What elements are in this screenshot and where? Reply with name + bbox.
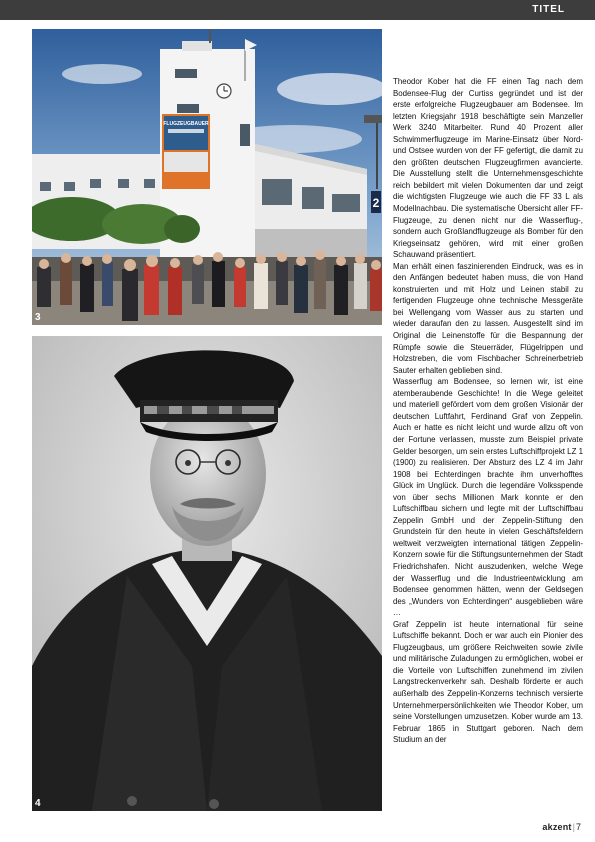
photo-number: 3	[35, 312, 41, 323]
article-paragraph: Graf Zeppelin ist heute international für seine Luftschiffe bekannt. Doch er war auch ein Pionier des Flugzeugbaus, um größere Reichweiten sowie zivile und militärische Zuladungen zu ermöglichen, wobei er die Vorteile von Luftschiffen zunehmend im zivilen Langstreckenverkehr sah. Deshalb förderte er auch außerhalb des Zeppelin-Konzerns technisch versierte Unternehmerpersönlichkeiten wie Theodor Kober, um seine Vorstellungen umzusetzen. Kober wurde am 13. Februar 1865 in Stuttgart geboren. Nach dem Studium an der	[393, 619, 583, 745]
section-label: TITEL	[532, 4, 565, 15]
page-number: 7	[575, 822, 581, 832]
article-paragraph: Theodor Kober hat die FF einen Tag nach dem Bodensee-Flug der Curtiss gegründet und ist der erste erfolgreiche Flugzeugbauer am Bodensee. Im letzten Kriegsjahr 1918 beschäftigte sein Manzeller Werk 3240 Mitarbeiter. Rund 40 Prozent aller Schwimmerflugzeuge im Marine-Einsatz über Nord- und Ostsee wurden von der FF gefertigt, die damit zu den größten deutschen Flugzeugfirmen avancierte. Die Ausstellung stellt die Unternehmensgeschichte reich bebildert mit vielen Dokumenten dar und zeigt die wichtigsten Flugzeuge wie auch die FF 33 L als Modellnachbau. Die systematische Übersicht aller FF-Flugzeuge, zu denen nicht nur die Wasserflug-, sondern auch Großlandflugzeuge als Bomber für den Kriegseinsatz gehören, wird mit einer großen Schauwand präsentiert.	[393, 77, 583, 260]
article-text-column	[393, 76, 583, 816]
article-paragraph: Man erhält einen faszinierenden Eindruck, was es in den Anfängen bedeutet haben muss, die von Hand konstruierten und mit Holz und Leinen stabil zu fertigenden Flugzeuge ohne technische Messgeräte bei Wellengang vom Wasser aus zu starten und wieder daraufan den zu lassen. Ausgestellt sind im Original die Leinenstoffe für die Bespannung der Rümpfe sowie die Steuerräder, Flügelrippen und Holzstreben, die vom Fischbacher Schreinerbetrieb Sauter erhalten geblieben sind.	[393, 261, 583, 375]
museum-building-photo	[32, 29, 382, 325]
portrait-photo	[32, 336, 382, 811]
article-paragraph: Wasserflug am Bodensee, so lernen wir, ist eine atemberaubende Geschichte! In die Wege geleitet und materiell gefördert vom dem großen Visionär der deutschen Luftfahrt, Ferdinand Graf von Zeppelin. Auch er hatte es nicht leicht und wurde allzu oft von der Fortune verlassen, musste zum Beispiel private Gelder besorgen, um sein erstes Luftschiffprojekt LZ 1 (1900) zu realisieren. Der Absturz des LZ 4 im Jahr 1908 bei Echterdingen brachte ihm unverhofftes Glück im Unglück. Durch die legendäre Volksspende von über sechs Millionen Mark konnte er den Luftschiffbau sichern und legte mit der Luftschiffbau Zeppelin GmbH und der Zeppelin-Stiftung den Grundstein für den heute in vielen Geschäftsfeldern weltweit verzweigten international tätigen Zeppelin-Konzern sowie für die Stiftungsunternehmen der Stadt Friedrichshafen. Nicht auszudenken, welche Wege der Wasserflug und die Industrieentwicklung am Bodensee genommen hätten, wenn der Geldsegen des „Wunders von Echterdingen“ ausgeblieben wäre …	[393, 377, 583, 618]
photo-number: 4	[35, 798, 41, 809]
tower-badge: 2	[372, 196, 380, 210]
poster-text: FLUGZEUGBAUER	[163, 121, 209, 127]
section-header-bar	[0, 0, 595, 20]
footer-separator: |	[572, 822, 575, 832]
page-footer	[542, 822, 581, 832]
magazine-brand: akzent	[542, 822, 572, 832]
